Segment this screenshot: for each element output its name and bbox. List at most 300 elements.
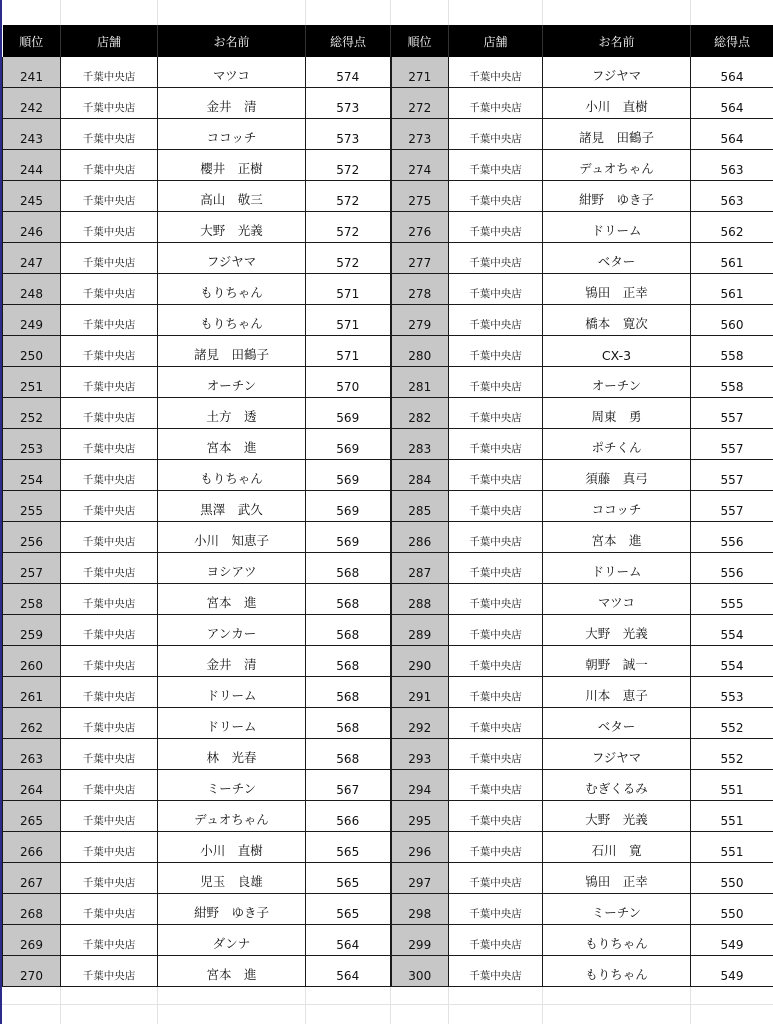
store-cell-text: 千葉中央店 [469,536,522,548]
score-cell[interactable] [691,863,773,894]
store-cell-text: 千葉中央店 [82,133,136,145]
name-cell-text: 大野 光義 [200,223,263,238]
store-cell[interactable] [449,584,543,615]
score-cell[interactable] [306,522,391,553]
score-cell-text: 557 [720,442,744,456]
header-score-right[interactable]: 総得点 [691,25,773,57]
store-cell[interactable] [449,274,543,305]
store-cell[interactable] [449,553,543,584]
name-cell-text: ココッチ [591,502,642,517]
header-score-left[interactable]: 総得点 [306,25,391,57]
store-cell-text: 千葉中央店 [469,443,522,455]
store-cell[interactable] [61,429,158,460]
name-cell[interactable] [158,460,306,491]
name-cell-text: アンカー [206,626,257,641]
rank-cell-text: 288 [408,597,432,611]
score-cell[interactable] [306,398,391,429]
rank-cell-text: 246 [20,225,43,239]
store-cell[interactable] [61,150,158,181]
name-cell[interactable] [543,119,691,150]
score-cell[interactable] [691,150,773,181]
name-cell[interactable] [158,615,306,646]
rank-cell[interactable] [3,460,61,491]
name-cell[interactable] [543,57,691,88]
store-cell[interactable] [449,243,543,274]
store-cell-text: 千葉中央店 [82,102,136,114]
rank-cell[interactable] [3,584,61,615]
rank-cell-text: 253 [20,442,43,456]
store-cell[interactable] [449,429,543,460]
store-cell-text: 千葉中央店 [469,412,522,424]
store-cell[interactable] [449,894,543,925]
score-cell[interactable] [691,770,773,801]
rank-cell[interactable] [391,336,449,367]
score-cell[interactable] [306,615,391,646]
store-cell-text: 千葉中央店 [469,505,522,517]
name-cell[interactable] [543,863,691,894]
rank-cell[interactable] [3,553,61,584]
rank-cell-text: 284 [408,473,432,487]
store-cell[interactable] [449,925,543,956]
store-cell[interactable] [61,553,158,584]
store-cell-text: 千葉中央店 [469,164,522,176]
name-cell-text: 小川 知恵子 [193,533,269,548]
name-cell[interactable] [158,925,306,956]
name-cell[interactable] [158,274,306,305]
name-cell[interactable] [158,243,306,274]
rank-cell[interactable] [3,57,61,88]
score-cell-text: 571 [336,287,360,301]
rank-cell[interactable] [391,677,449,708]
table-row [3,646,773,677]
store-cell[interactable] [449,491,543,522]
name-cell[interactable] [543,770,691,801]
rank-cell[interactable] [3,646,61,677]
name-cell[interactable] [158,88,306,119]
score-cell[interactable] [691,305,773,336]
store-cell[interactable] [61,646,158,677]
store-cell[interactable] [61,956,158,987]
rank-cell-text: 268 [20,907,43,921]
name-cell[interactable] [158,956,306,987]
rank-cell[interactable] [3,925,61,956]
store-cell[interactable] [61,925,158,956]
score-cell[interactable] [691,801,773,832]
rank-cell[interactable] [391,584,449,615]
store-cell[interactable] [61,584,158,615]
score-cell-text: 549 [720,969,744,983]
rank-cell[interactable] [3,274,61,305]
store-cell[interactable] [449,212,543,243]
name-cell[interactable] [543,956,691,987]
score-cell[interactable] [691,119,773,150]
store-cell[interactable] [449,367,543,398]
name-cell[interactable] [543,212,691,243]
score-cell[interactable] [691,243,773,274]
score-cell[interactable] [691,274,773,305]
score-cell[interactable] [691,677,773,708]
store-cell[interactable] [449,956,543,987]
rank-cell-text: 276 [408,225,432,239]
score-cell[interactable] [306,863,391,894]
score-cell[interactable] [691,212,773,243]
name-cell[interactable] [543,584,691,615]
score-cell[interactable] [306,894,391,925]
name-cell[interactable] [543,429,691,460]
rank-cell[interactable] [391,646,449,677]
header-store-left[interactable]: 店舗 [61,25,158,57]
store-cell-text: 千葉中央店 [82,195,136,207]
rank-cell[interactable] [391,57,449,88]
store-cell[interactable] [449,801,543,832]
store-cell[interactable] [449,708,543,739]
rank-cell[interactable] [391,305,449,336]
name-cell[interactable] [543,491,691,522]
rank-cell[interactable] [391,243,449,274]
store-cell[interactable] [61,181,158,212]
rank-cell[interactable] [391,615,449,646]
score-cell[interactable] [306,57,391,88]
name-cell-text: ドリーム [206,719,257,734]
rank-cell[interactable] [391,801,449,832]
store-cell[interactable] [61,367,158,398]
score-cell[interactable] [306,88,391,119]
store-cell[interactable] [61,305,158,336]
store-cell[interactable] [449,398,543,429]
rank-cell[interactable] [391,398,449,429]
rank-cell[interactable] [3,243,61,274]
store-cell-text: 千葉中央店 [469,226,522,238]
score-cell[interactable] [691,956,773,987]
store-cell[interactable] [449,739,543,770]
table-row [3,150,773,181]
store-cell[interactable] [61,491,158,522]
score-cell[interactable] [306,150,391,181]
score-cell[interactable] [691,708,773,739]
name-cell[interactable] [543,367,691,398]
score-cell[interactable] [306,832,391,863]
name-cell[interactable] [543,925,691,956]
rank-cell[interactable] [3,150,61,181]
header-name-left[interactable]: お名前 [158,25,306,57]
score-cell[interactable] [691,646,773,677]
score-cell-text: 552 [720,752,744,766]
name-cell[interactable] [543,274,691,305]
name-cell[interactable] [158,584,306,615]
name-cell[interactable] [543,832,691,863]
name-cell[interactable] [158,646,306,677]
header-name-right[interactable]: お名前 [543,25,691,57]
store-cell[interactable] [449,119,543,150]
score-cell-text: 558 [720,380,744,394]
header-store-right[interactable]: 店舗 [449,25,543,57]
score-cell[interactable] [691,398,773,429]
score-cell[interactable] [306,584,391,615]
rank-cell[interactable] [391,708,449,739]
store-cell[interactable] [449,150,543,181]
rank-cell[interactable] [391,150,449,181]
store-cell[interactable] [61,336,158,367]
score-cell[interactable] [306,212,391,243]
score-cell[interactable] [306,119,391,150]
rank-cell[interactable] [3,863,61,894]
score-cell[interactable] [306,429,391,460]
score-cell[interactable] [306,181,391,212]
rank-cell[interactable] [391,88,449,119]
score-cell[interactable] [306,925,391,956]
store-cell[interactable] [61,119,158,150]
store-cell[interactable] [449,832,543,863]
score-cell[interactable] [691,336,773,367]
name-cell[interactable] [543,615,691,646]
score-cell[interactable] [306,708,391,739]
rank-cell[interactable] [3,832,61,863]
rank-cell[interactable] [3,801,61,832]
store-cell[interactable] [449,336,543,367]
score-cell-text: 573 [336,101,360,115]
score-cell-text: 551 [720,814,744,828]
store-cell[interactable] [61,863,158,894]
score-cell[interactable] [306,677,391,708]
store-cell-text: 千葉中央店 [469,133,522,145]
name-cell[interactable] [543,398,691,429]
score-cell[interactable] [306,460,391,491]
score-cell[interactable] [306,491,391,522]
table-row [3,491,773,522]
name-cell[interactable] [158,553,306,584]
rank-cell[interactable] [391,491,449,522]
rank-cell[interactable] [3,429,61,460]
rank-cell-text: 256 [20,535,43,549]
name-cell[interactable] [158,491,306,522]
store-cell[interactable] [61,801,158,832]
score-cell[interactable] [691,181,773,212]
name-cell-text: デュオちゃん [579,161,654,176]
rank-cell[interactable] [391,212,449,243]
rank-cell-text: 245 [20,194,43,208]
rank-cell[interactable] [3,615,61,646]
name-cell[interactable] [158,801,306,832]
rank-cell[interactable] [391,460,449,491]
rank-cell[interactable] [391,119,449,150]
table-row [3,119,773,150]
rank-cell[interactable] [3,88,61,119]
score-cell[interactable] [691,925,773,956]
rank-cell[interactable] [391,832,449,863]
header-rank-right[interactable]: 順位 [391,25,449,57]
score-cell[interactable] [691,57,773,88]
rank-cell[interactable] [391,863,449,894]
rank-cell[interactable] [3,491,61,522]
store-cell[interactable] [61,894,158,925]
store-cell[interactable] [61,708,158,739]
store-cell[interactable] [61,615,158,646]
rank-cell[interactable] [3,367,61,398]
score-cell-text: 560 [720,318,744,332]
table-row [3,274,773,305]
score-cell-text: 555 [720,597,744,611]
rank-cell[interactable] [391,894,449,925]
store-cell[interactable] [449,615,543,646]
score-cell[interactable] [691,367,773,398]
rank-cell[interactable] [391,274,449,305]
store-cell[interactable] [61,274,158,305]
store-cell[interactable] [449,57,543,88]
name-cell[interactable] [543,894,691,925]
score-cell-text: 568 [336,690,360,704]
name-cell[interactable] [543,553,691,584]
name-cell[interactable] [543,460,691,491]
name-cell[interactable] [543,243,691,274]
name-cell[interactable] [543,181,691,212]
rank-cell[interactable] [391,770,449,801]
rank-cell[interactable] [391,956,449,987]
store-cell[interactable] [449,181,543,212]
store-cell[interactable] [61,398,158,429]
rank-cell[interactable] [3,119,61,150]
store-cell-text: 千葉中央店 [469,381,522,393]
name-cell[interactable] [158,522,306,553]
name-cell[interactable] [543,88,691,119]
store-cell[interactable] [61,212,158,243]
rank-cell[interactable] [391,367,449,398]
score-cell[interactable] [306,646,391,677]
score-cell[interactable] [691,491,773,522]
score-cell[interactable] [691,739,773,770]
score-cell[interactable] [306,739,391,770]
name-cell[interactable] [158,57,306,88]
store-cell[interactable] [449,522,543,553]
name-cell[interactable] [158,894,306,925]
name-cell[interactable] [543,801,691,832]
name-cell[interactable] [158,863,306,894]
name-cell[interactable] [543,677,691,708]
table-row [3,212,773,243]
score-cell[interactable] [691,832,773,863]
rank-cell-text: 294 [408,783,432,797]
name-cell[interactable] [158,336,306,367]
score-cell-text: 564 [720,132,744,146]
name-cell[interactable] [543,305,691,336]
name-cell[interactable] [543,708,691,739]
name-cell[interactable] [543,646,691,677]
name-cell-text: もりちゃん [200,471,263,486]
name-cell[interactable] [158,677,306,708]
name-cell[interactable] [158,398,306,429]
score-cell[interactable] [306,956,391,987]
rank-cell[interactable] [391,429,449,460]
name-cell[interactable] [158,367,306,398]
store-cell[interactable] [61,739,158,770]
store-cell[interactable] [449,863,543,894]
name-cell[interactable] [543,739,691,770]
score-cell[interactable] [691,460,773,491]
rank-cell[interactable] [3,739,61,770]
store-cell[interactable] [449,677,543,708]
score-cell[interactable] [691,615,773,646]
rank-cell-text: 248 [20,287,43,301]
rank-cell[interactable] [391,925,449,956]
rank-cell[interactable] [3,212,61,243]
name-cell[interactable] [543,522,691,553]
score-cell[interactable] [306,336,391,367]
rank-cell[interactable] [391,522,449,553]
rank-cell[interactable] [3,708,61,739]
store-cell[interactable] [449,770,543,801]
name-cell[interactable] [158,708,306,739]
name-cell[interactable] [158,305,306,336]
score-cell[interactable] [306,305,391,336]
score-cell[interactable] [306,801,391,832]
store-cell[interactable] [449,88,543,119]
rank-cell[interactable] [3,956,61,987]
score-cell[interactable] [691,522,773,553]
name-cell[interactable] [158,119,306,150]
rank-cell[interactable] [3,398,61,429]
name-cell[interactable] [158,150,306,181]
store-cell[interactable] [61,832,158,863]
score-cell[interactable] [691,429,773,460]
score-cell[interactable] [306,367,391,398]
rank-cell[interactable] [3,336,61,367]
store-cell[interactable] [61,88,158,119]
score-cell-text: 569 [336,535,360,549]
score-cell[interactable] [306,274,391,305]
name-cell[interactable] [543,150,691,181]
score-cell[interactable] [306,770,391,801]
score-cell[interactable] [691,584,773,615]
rank-cell[interactable] [3,522,61,553]
score-cell[interactable] [691,88,773,119]
store-cell[interactable] [61,460,158,491]
score-cell[interactable] [691,553,773,584]
name-cell[interactable] [158,212,306,243]
store-cell[interactable] [449,460,543,491]
name-cell[interactable] [158,832,306,863]
store-cell[interactable] [61,677,158,708]
rank-cell-text: 261 [20,690,43,704]
score-cell[interactable] [691,894,773,925]
name-cell-text: ドリーム [591,223,642,238]
name-cell-text: 林 光春 [206,750,257,765]
header-rank-left[interactable]: 順位 [3,25,61,57]
name-cell[interactable] [158,429,306,460]
name-cell[interactable] [543,336,691,367]
name-cell[interactable] [158,739,306,770]
table-row [3,584,773,615]
rank-cell[interactable] [391,181,449,212]
store-cell[interactable] [61,770,158,801]
rank-cell[interactable] [391,739,449,770]
score-cell[interactable] [306,553,391,584]
rank-cell[interactable] [3,770,61,801]
rank-cell[interactable] [391,553,449,584]
store-cell[interactable] [61,243,158,274]
score-cell[interactable] [306,243,391,274]
rank-cell[interactable] [3,677,61,708]
store-cell[interactable] [61,57,158,88]
rank-cell[interactable] [3,894,61,925]
name-cell[interactable] [158,181,306,212]
rank-cell[interactable] [3,181,61,212]
rank-cell[interactable] [3,305,61,336]
store-cell[interactable] [61,522,158,553]
table-row [3,863,773,894]
name-cell[interactable] [158,770,306,801]
store-cell[interactable] [449,646,543,677]
store-cell[interactable] [449,305,543,336]
name-cell-text: 紺野 ゆき子 [193,905,269,920]
